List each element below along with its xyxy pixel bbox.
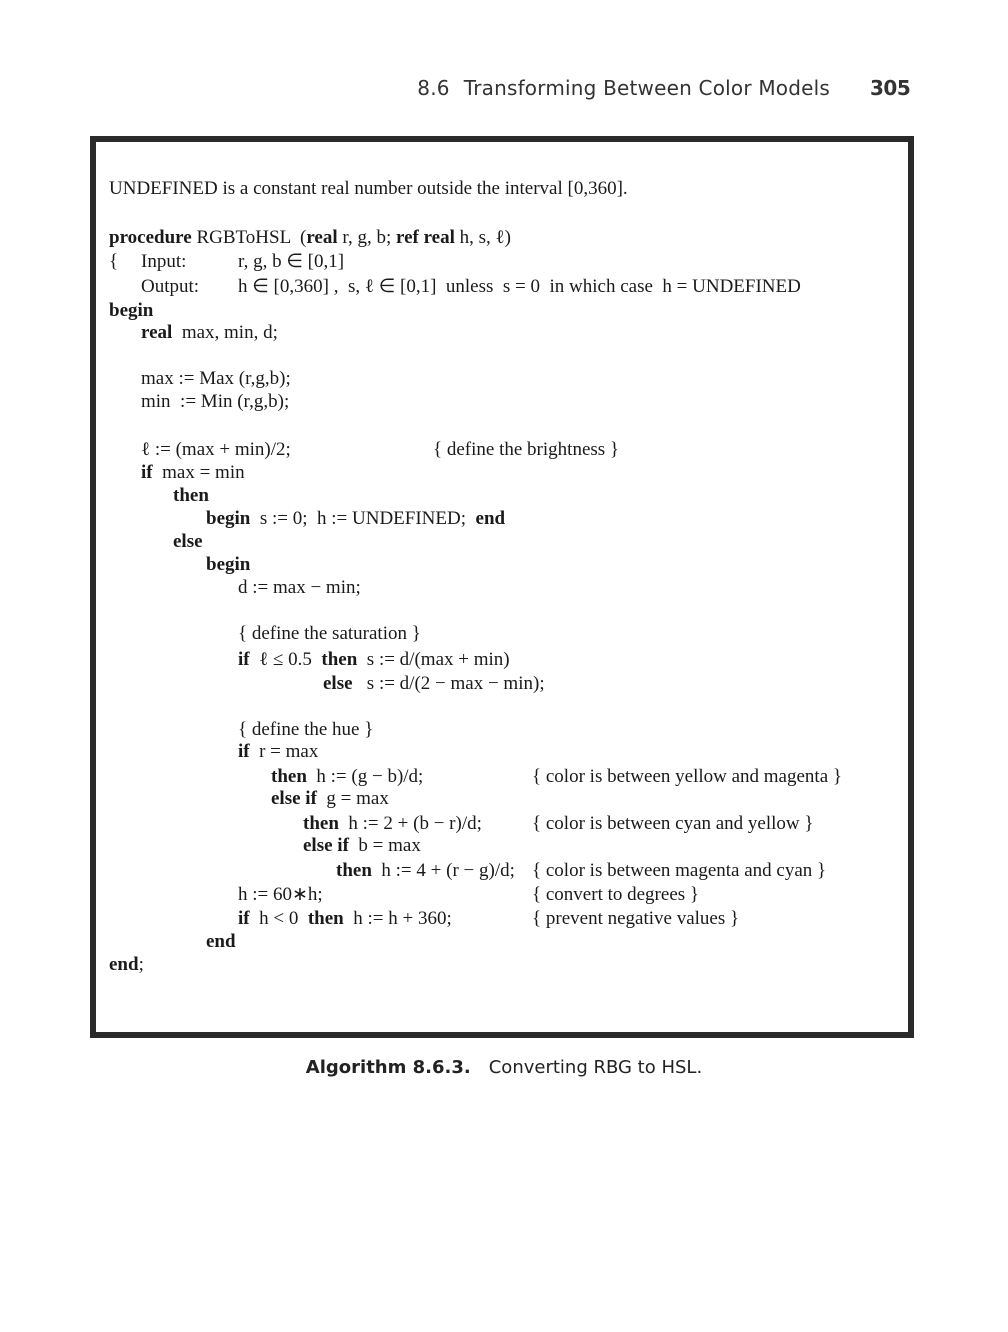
code-text: max := Max (r,g,b); [141,368,291,389]
keyword-else: else [323,673,353,694]
keyword-else-if: else if [303,835,349,856]
code-text: g = max [316,788,389,809]
input-label-text: Input: [141,251,187,272]
input-value [238,251,344,273]
params-in: r, g, b; [337,227,396,248]
algorithm-box [90,136,914,1038]
keyword-then: then [321,649,358,670]
keyword-ref-real: ref real [395,227,455,248]
keyword-then: then [173,485,209,506]
comment-negative [532,908,739,930]
code-line-achromatic [206,508,505,530]
code-text: h < 0 [249,908,308,929]
open-brace: { [109,251,119,272]
code-text: d := max − min; [238,577,361,598]
section-title: Transforming Between Color Models [463,76,830,100]
running-head [0,74,1008,104]
preamble-text: UNDEFINED is a constant real number outside the interval [0,360]. [109,178,628,199]
code-line-brightness [141,439,291,461]
code-line-begin-inner [206,554,250,576]
keyword-then: then [307,908,344,929]
code-line-begin [109,300,153,322]
keyword-then: then [271,766,307,787]
algorithm-preamble [109,178,628,200]
keyword-end: end [109,954,139,975]
code-text: max = min [152,462,245,483]
code-text: h := (g − b)/d; [306,766,424,787]
comment-brightness [433,439,619,461]
comment-magenta-cyan [532,860,826,882]
params-out: h, s, ℓ) [454,227,511,248]
comment-text: { prevent negative values } [532,908,740,929]
output-label-text: Output: [141,276,200,297]
code-text: ℓ ≤ 0.5 [249,649,322,670]
section-number: 8.6 [417,76,450,100]
declare-vars: max, min, d; [172,322,278,343]
comment-cyan-yellow [532,813,814,835]
keyword-if: if [238,649,250,670]
comment-text: { color is between yellow and magenta } [532,766,843,787]
comment-hue [238,719,373,741]
keyword-if: if [141,462,153,483]
code-text: h := h + 360; [343,908,452,929]
code-line-else-if-b [303,835,421,857]
comment-text: { color is between magenta and cyan } [532,860,827,881]
procedure-name: RGBToHSL ( [191,227,307,248]
keyword-then: then [303,813,339,834]
algorithm-caption [0,1057,1008,1078]
code-line-else-if-g [271,788,389,810]
code-line-then [173,485,209,507]
comment-text: { define the saturation } [238,623,421,644]
code-text: h := 2 + (b − r)/d; [338,813,482,834]
keyword-end: end [475,508,506,529]
keyword-begin: begin [206,508,251,529]
code-text: b = max [348,835,421,856]
input-value-text: r, g, b ∈ [0,1] [238,251,345,272]
code-line-d [238,577,361,599]
input-brace [109,251,118,273]
code-line-degrees [238,884,323,906]
output-value [238,276,801,298]
keyword-procedure: procedure [109,227,192,248]
comment-text: { define the hue } [238,719,374,740]
procedure-signature [109,227,511,249]
code-text: s := 0; h := UNDEFINED; [250,508,476,529]
code-text: ; [138,954,144,975]
code-line-negative [238,908,452,930]
comment-text: { define the brightness } [433,439,620,460]
section-heading [417,76,830,100]
keyword-real: real [306,227,338,248]
comment-text: { convert to degrees } [532,884,700,905]
keyword-then: then [336,860,372,881]
keyword-real: real [141,322,173,343]
code-line-hue-b [336,860,515,882]
output-value-text: h ∈ [0,360] , s, ℓ ∈ [0,1] unless s = 0 in which case h = UNDEFINED [238,276,801,297]
code-text: s := d/(2 − max − min); [352,673,545,694]
comment-yellow-magenta [532,766,842,788]
code-line-else-s [323,673,545,695]
caption-label: Algorithm 8.6.3. [305,1057,471,1078]
comment-degrees [532,884,699,906]
code-line-else [173,531,203,553]
keyword-begin: begin [109,300,154,321]
code-line-if-equal [141,462,245,484]
code-text: h := 60∗h; [238,884,323,905]
keyword-if: if [238,908,250,929]
code-line-hue-r [271,766,423,788]
code-line-if-l [238,649,510,671]
comment-saturation [238,623,421,645]
code-line-min [141,391,289,413]
code-text: s := d/(max + min) [357,649,510,670]
caption-text: Converting RBG to HSL. [488,1057,703,1078]
code-line-declare [141,322,278,344]
code-line-if-r [238,741,318,763]
keyword-if: if [238,741,250,762]
code-text: min := Min (r,g,b); [141,391,290,412]
code-text: r = max [249,741,319,762]
keyword-else: else [173,531,203,552]
input-label [141,251,186,273]
code-text: ℓ := (max + min)/2; [141,439,291,460]
code-text: h := 4 + (r − g)/d; [371,860,515,881]
comment-text: { color is between cyan and yellow } [532,813,814,834]
keyword-end: end [206,931,236,952]
code-line-hue-g [303,813,482,835]
code-line-max [141,368,291,390]
output-label [141,276,199,298]
keyword-begin: begin [206,554,251,575]
code-line-end-inner [206,931,236,953]
code-line-end [109,954,144,976]
page-number: 305 [870,76,911,100]
keyword-else-if: else if [271,788,317,809]
